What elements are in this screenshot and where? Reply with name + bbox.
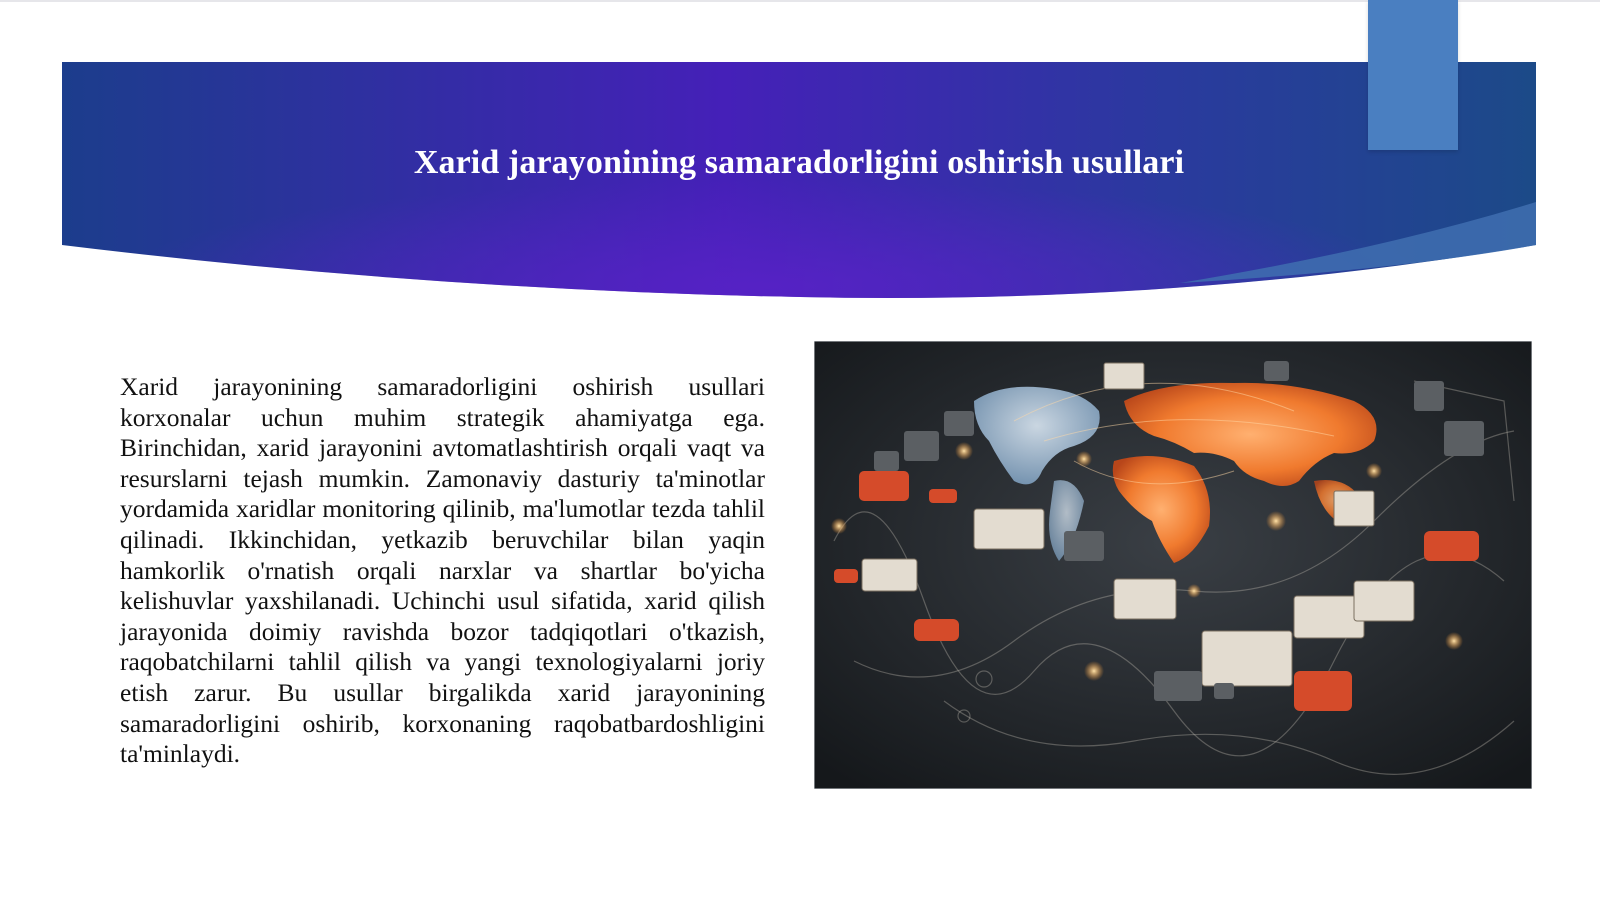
logistics-world-map-image bbox=[814, 341, 1532, 789]
body-paragraph: Xarid jarayonining samaradorligini oshirish usullari korxonalar uchun muhim strategik ahamiyatga ega. Birinchidan, xarid jarayonini avtomatlashtirish orqali vaqt va resurslarni tejash mumkin. Zamonaviy dasturiy ta'minotlar yordamida xaridlar monitoring qilinib, ma'lumotlar tezda tahlil qilinadi. Ikkinchidan, yetkazib beruvchilar bilan yaqin hamkorlik o'rnatish orqali narxlar va shartlar bo'yicha kelishuvlar yaxshilanadi. Uchinchi usul sifatida, xarid qilish jarayonida doimiy ravishda bozor tadqiqotlari o'tkazish, raqobatchilarni tahlil qilish va yangi texnologiyalarni joriy etish zarur. Bu usullar birgalikda xarid jarayonining samaradorligini oshirib, korxonaning raqobatbardoshligini ta'minlaydi. bbox=[120, 372, 765, 769]
slide-title: Xarid jarayonining samaradorligini oshirish usullari bbox=[413, 144, 1185, 181]
accent-tab bbox=[1368, 0, 1458, 150]
